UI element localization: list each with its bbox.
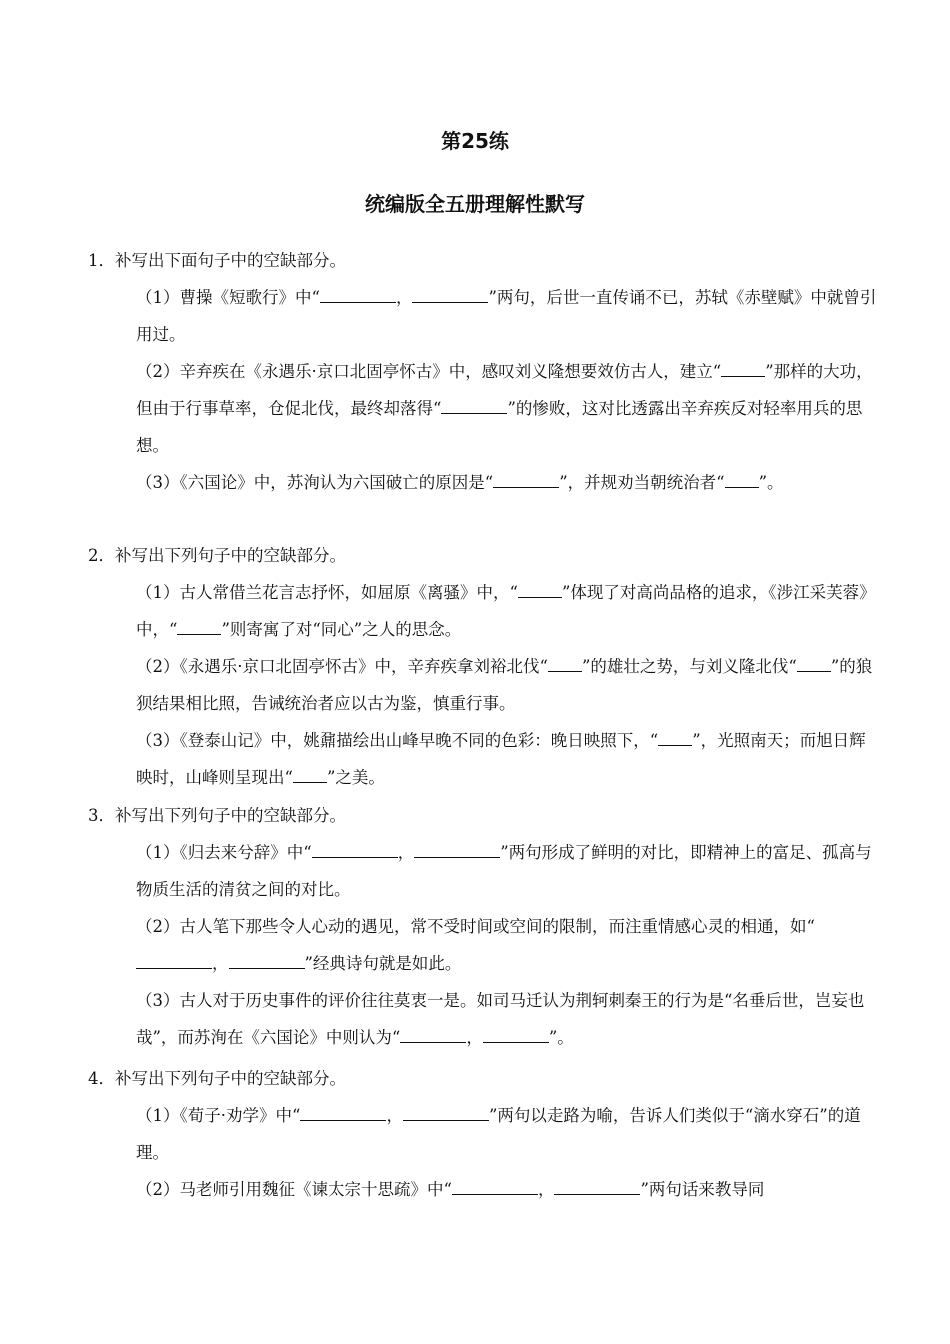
question-4 [88, 1060, 878, 1208]
text-segment: ”那样的大功，但由于行事草率，仓促北伐，最终却落得“ [136, 362, 873, 418]
question-2 [88, 537, 878, 796]
page-title: 第25练 [441, 129, 509, 153]
text-segment: （2）《永遇乐·京口北固亭怀古》中，辛弃疾拿刘裕北伐“ [136, 657, 548, 676]
text-segment: ， [397, 843, 415, 862]
question-item [88, 982, 878, 1056]
question-3 [88, 797, 878, 1056]
text-segment: （3）《登泰山记》中，姚鼐描绘出山峰早晚不同的色彩：晚日映照下，“ [136, 731, 659, 750]
answer-blank[interactable] [312, 839, 398, 858]
text-segment: ”则寄寓了对“同心”之人的思念。 [221, 620, 462, 639]
answer-blank[interactable] [229, 950, 305, 969]
answer-blank[interactable] [483, 1024, 549, 1043]
question-item [88, 353, 878, 464]
question-item [88, 722, 878, 796]
text-segment: （1）《归去来兮辞》中“ [136, 843, 312, 862]
answer-blank[interactable] [136, 950, 212, 969]
question-stem: 1．补写出下面句子中的空缺部分。 [88, 251, 346, 270]
question-item [88, 648, 878, 722]
answer-blank[interactable] [518, 579, 562, 598]
question-stem: 2．补写出下列句子中的空缺部分。 [88, 546, 346, 565]
question-item [88, 464, 878, 501]
text-segment: ”两句话来教导同 [640, 1180, 765, 1199]
answer-blank[interactable] [320, 284, 396, 303]
answer-blank[interactable] [658, 727, 692, 746]
text-segment: ， [537, 1180, 555, 1199]
text-segment: ， [395, 288, 413, 307]
text-segment: ”经典诗句就是如此。 [304, 954, 462, 973]
question-item [88, 1171, 878, 1208]
question-item [88, 279, 878, 353]
question-1 [88, 242, 878, 501]
text-segment: ， [212, 954, 229, 973]
answer-blank[interactable] [441, 395, 507, 414]
text-segment: ”。 [548, 1028, 574, 1047]
text-segment: ”的惨败，这对比透露出辛弃疾反对轻率用兵的思想。 [136, 399, 863, 455]
question-item [88, 908, 878, 982]
answer-blank[interactable] [452, 1176, 538, 1195]
answer-blank[interactable] [293, 764, 327, 783]
question-item [88, 574, 878, 648]
answer-blank[interactable] [797, 653, 831, 672]
page-subtitle: 统编版全五册理解性默写 [365, 192, 585, 216]
answer-blank[interactable] [300, 1102, 386, 1121]
text-segment: ”两句形成了鲜明的对比，即精神上的富足、孤高与物质生活的清贫之间的对比。 [136, 843, 872, 899]
text-segment: ”两句以走路为喻，告诉人们类似于“滴水穿石”的道理。 [136, 1106, 861, 1162]
question-item [88, 834, 878, 908]
text-segment: ”两句，后世一直传诵不已，苏轼《赤壁赋》中就曾引用过。 [136, 288, 877, 344]
question-stem: 3．补写出下列句子中的空缺部分。 [88, 806, 346, 825]
text-segment: （2）辛弃疾在《永遇乐·京口北固亭怀古》中，感叹刘义隆想要效仿古人，建立“ [136, 362, 722, 381]
answer-blank[interactable] [403, 1102, 489, 1121]
answer-blank[interactable] [548, 653, 582, 672]
text-segment: ”。 [758, 473, 784, 492]
text-segment: ”的狼狈结果相比照，告诫统治者应以古为鉴，慎重行事。 [136, 657, 873, 713]
question-item [88, 1097, 878, 1171]
answer-blank[interactable] [725, 469, 759, 488]
text-segment: ， [466, 1028, 483, 1047]
text-segment: （2）古人笔下那些令人心动的遇见，常不受时间或空间的限制，而注重情感心灵的相通，如“ [136, 917, 815, 936]
answer-blank[interactable] [554, 1176, 640, 1195]
text-segment: （3）《六国论》中，苏洵认为六国破亡的原因是“ [136, 473, 494, 492]
answer-blank[interactable] [721, 358, 765, 377]
text-segment: ”，并规劝当朝统治者“ [559, 473, 725, 492]
text-segment: ”体现了对高尚品格的追求，《涉江采芙蓉》中，“ [136, 583, 876, 639]
text-segment: ”之美。 [326, 768, 385, 787]
text-segment: （3）古人对于历史事件的评价往往莫衷一是。如司马迁认为荆轲刺秦王的行为是“名垂后世，岂妄也哉”，而苏洵在《六国论》中则认为“ [136, 991, 865, 1047]
answer-blank[interactable] [493, 469, 559, 488]
text-segment: （2）马老师引用魏征《谏太宗十思疏》中“ [136, 1180, 452, 1199]
text-segment: ， [386, 1106, 403, 1125]
text-segment: （1）古人常借兰花言志抒怀，如屈原《离骚》中，“ [136, 583, 518, 602]
question-stem: 4．补写出下列句子中的空缺部分。 [88, 1069, 346, 1088]
answer-blank[interactable] [400, 1024, 466, 1043]
answer-blank[interactable] [177, 616, 221, 635]
answer-blank[interactable] [412, 284, 488, 303]
text-segment: （1）曹操《短歌行》中“ [136, 288, 320, 307]
text-segment: ”，光照南天；而旭日辉映时，山峰则呈现出“ [136, 731, 866, 787]
text-segment: （1）《荀子·劝学》中“ [136, 1106, 301, 1125]
text-segment: ”的雄壮之势，与刘义隆北伐“ [581, 657, 797, 676]
answer-blank[interactable] [414, 839, 500, 858]
